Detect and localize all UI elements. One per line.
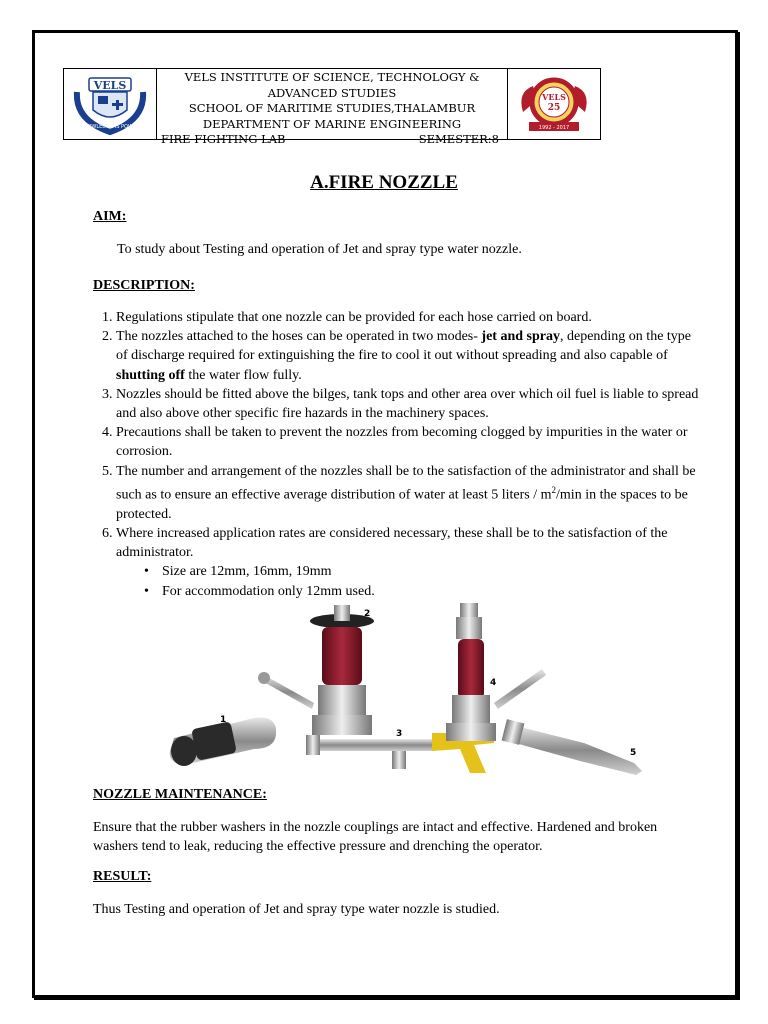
nozzle-label-3: 3	[396, 729, 403, 739]
vels-25-logo-right	[507, 69, 600, 139]
lab-name: FIRE FIGHTING LAB	[161, 132, 286, 146]
document-header	[63, 68, 601, 146]
svg-text:VELS: VELS	[542, 92, 566, 102]
header-text-block	[157, 69, 507, 146]
bullet-item: • Size are 12mm, 16mm, 19mm	[162, 562, 706, 581]
nozzle-label-5: 5	[630, 748, 637, 758]
list-item: 1. Regulations stipulate that one nozzle can be provided for each hose carried on board.	[116, 308, 706, 327]
svg-text:VELS: VELS	[93, 79, 127, 92]
semester-label: SEMESTER:8	[418, 132, 499, 146]
nozzle-label-4: 4	[490, 678, 497, 688]
description-list	[93, 308, 706, 601]
list-item: 5. The number and arrangement of the nozzles shall be to the satisfaction of the administrator and shall be such as to ensure an effective average distribution of water at least 5 liters / $m^2/\min$ in the spaces to be protected.	[116, 462, 706, 524]
list-item: 2. The nozzles attached to the hoses can be operated in two modes- jet and spray, depending on the type of discharge required for extinguishing the fire to cool it out without spreading and also capable of shutting off the water flow fully.	[116, 327, 706, 385]
nozzle-2	[258, 605, 374, 735]
maintenance-text: Ensure that the rubber washers in the nozzle couplings are intact and effective. Hardened and broken washers tend to leak, reducing the effective pressure and drenching the operator.	[93, 820, 658, 854]
list-item: 4. Precautions shall be taken to prevent the nozzles from becoming clogged by impurities in the water or corrosion.	[116, 423, 706, 461]
list-item: 3. Nozzles should be fitted above the bilges, tank tops and other area over which oil fuel is liable to spread and also above other specific fire hazards in the machinery spaces.	[116, 385, 706, 423]
fire-nozzles-figure	[164, 603, 654, 783]
size-bullets	[116, 562, 706, 600]
maintenance-heading: NOZZLE MAINTENANCE:	[93, 787, 267, 802]
nozzle-4	[446, 603, 546, 741]
bullet-item: • For accommodation only 12mm used.	[162, 582, 706, 601]
nozzle-label-2: 2	[364, 609, 371, 619]
svg-text:25: 25	[547, 103, 561, 113]
list-item: 6. Where increased application rates are considered necessary, these shall be to the satisfaction of the administrator. • Size are 12mm, 16mm, 19mm • For accommodation only 12mm used.	[116, 524, 706, 601]
institute-name: VELS INSTITUTE OF SCIENCE, TECHNOLOGY & ADVANCED STUDIES	[184, 70, 480, 100]
department-name: DEPARTMENT OF MARINE ENGINEERING	[202, 116, 462, 131]
school-name: SCHOOL OF MARITIME STUDIES,THALAMBUR	[188, 101, 476, 115]
nozzle-5	[502, 719, 642, 775]
aim-heading: AIM:	[93, 209, 127, 224]
nozzle-label-1: 1	[220, 715, 227, 725]
result-text: Thus Testing and operation of Jet and spray type water nozzle is studied.	[93, 902, 500, 917]
description-heading: DESCRIPTION:	[93, 278, 195, 293]
svg-text:1992 - 2017: 1992 - 2017	[538, 125, 570, 131]
vels-logo-left	[64, 69, 157, 139]
page-title: A.FIRE NOZZLE	[310, 172, 458, 193]
aim-text: To study about Testing and operation of Jet and spray type water nozzle.	[117, 242, 522, 257]
result-heading: RESULT:	[93, 869, 152, 884]
svg-text:KNOWLEDGE IS POWER: KNOWLEDGE IS POWER	[80, 124, 140, 130]
